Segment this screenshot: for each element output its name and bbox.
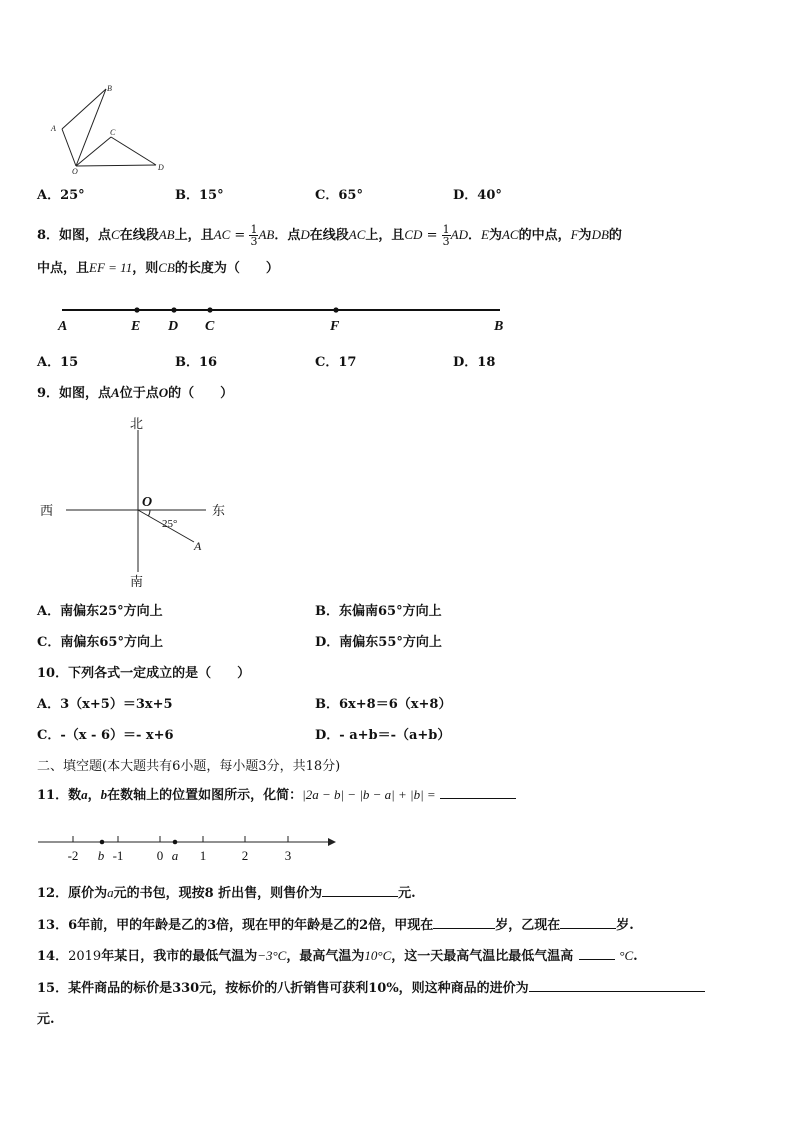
q8-text: 为 xyxy=(488,228,502,243)
q15-stem xyxy=(37,979,705,997)
q10-option-d[interactable]: D．- a+b＝-（a+b） xyxy=(315,728,451,743)
label-0: 0 xyxy=(156,848,164,863)
q7-option-c[interactable]: C．65° xyxy=(315,188,363,203)
q14-high-temp: 10°C xyxy=(364,948,392,963)
q9-option-d[interactable]: D．南偏东55°方向上 xyxy=(315,635,442,650)
q8-option-c[interactable]: C．17 xyxy=(315,355,357,370)
label--2: -2 xyxy=(67,848,79,863)
q12-text: 元. xyxy=(398,886,416,901)
q10-stem: 10．下列各式一定成立的是（ ） xyxy=(37,666,251,681)
label-a: A xyxy=(51,124,56,133)
q7-option-b[interactable]: B．15° xyxy=(175,188,224,203)
q13-answer-blank-2[interactable] xyxy=(560,916,616,929)
q8-var: AB xyxy=(158,227,175,242)
q7-figure xyxy=(40,78,180,178)
q8-text: 在线段 xyxy=(309,228,349,243)
arrow-right-icon xyxy=(328,838,336,846)
label-d: D xyxy=(158,163,164,172)
q8-fraction-2 xyxy=(442,224,451,247)
q9-text: 9．如图，点 xyxy=(37,386,112,401)
q14-unit: °C xyxy=(619,948,634,963)
label-2: 2 xyxy=(241,848,249,863)
q14-stem xyxy=(37,947,638,965)
q8-equation: EF = 11 xyxy=(89,260,133,275)
ray-od xyxy=(76,165,156,166)
q8-var: AB xyxy=(258,227,275,242)
q11-answer-blank[interactable] xyxy=(440,786,516,799)
q12-text: 元的书包，现按8 折出售，则售价为 xyxy=(113,886,323,901)
label--1: -1 xyxy=(112,848,124,863)
section-heading: 二、填空题(本大题共有6小题，每小题3分，共18分) xyxy=(37,759,341,774)
q8-var: D xyxy=(300,227,310,242)
q8-text: 为 xyxy=(578,228,592,243)
q14-year: 2019 xyxy=(68,949,102,964)
q8-text: 上，且 xyxy=(174,228,214,243)
q8-text: 8．如图，点 xyxy=(37,228,112,243)
q8-var: F xyxy=(570,227,579,242)
label-b: B xyxy=(494,319,504,334)
fraction-numerator: 1 xyxy=(442,223,450,236)
ray-oa xyxy=(62,129,76,166)
q9-stem xyxy=(37,385,233,402)
q8-var: DB xyxy=(591,227,609,242)
q8-var: E xyxy=(480,227,489,242)
label-e: E xyxy=(131,319,141,334)
q13-text: 岁. xyxy=(616,918,634,933)
label-o: O xyxy=(142,495,153,510)
q9-option-a[interactable]: A．南偏东25°方向上 xyxy=(37,604,163,619)
q15-answer-blank[interactable] xyxy=(529,979,705,992)
q8-stem-line2 xyxy=(37,260,279,277)
q11-text: 在数轴上的位置如图所示，化简： xyxy=(107,788,303,803)
q11-expression: |2a − b| − |b − a| + |b| = xyxy=(302,787,436,802)
q8-text: ，则 xyxy=(132,261,159,276)
label-c: C xyxy=(205,319,215,334)
q14-text: ，最高气温为 xyxy=(286,949,365,964)
q15-unit: 元. xyxy=(37,1012,55,1027)
fraction-numerator: 1 xyxy=(250,223,258,236)
label-1: 1 xyxy=(199,848,207,863)
q9-var: O xyxy=(158,385,169,400)
q12-var: a xyxy=(107,885,114,900)
q8-equals: = xyxy=(422,228,442,243)
q8-var: AC xyxy=(348,227,366,242)
q8-text: ． xyxy=(467,228,481,243)
label-a: a xyxy=(171,848,179,863)
label-d: D xyxy=(168,319,179,334)
point-f xyxy=(333,307,338,312)
point-c xyxy=(207,307,212,312)
point-a xyxy=(173,840,178,845)
q14-text: . xyxy=(633,949,638,964)
q8-text: 在线段 xyxy=(119,228,159,243)
q9-option-c[interactable]: C．南偏东65°方向上 xyxy=(37,635,163,650)
q10-option-b[interactable]: B．6x+8＝6（x+8） xyxy=(315,697,452,712)
fraction-denominator: 3 xyxy=(442,235,450,248)
q7-option-a[interactable]: A．25° xyxy=(37,188,85,203)
q15-text: 15．某件商品的标价是330元，按标价的八折销售可获利10%，则这种商品的进价为 xyxy=(37,981,529,996)
q14-text: ，这一天最高气温比最低气温高 xyxy=(391,949,574,964)
q11-number-line xyxy=(30,830,340,866)
label-f: F xyxy=(330,319,340,334)
label-b: b xyxy=(97,848,105,863)
q10-option-a[interactable]: A．3（x+5）＝3x+5 xyxy=(37,697,173,712)
point-d xyxy=(171,307,176,312)
q14-low-temp: −3°C xyxy=(257,948,287,963)
segment-ab xyxy=(62,89,106,129)
point-e xyxy=(134,307,139,312)
q8-equals: = xyxy=(230,228,250,243)
label-c: C xyxy=(110,128,116,137)
q8-text: 中点，且 xyxy=(37,261,90,276)
q13-answer-blank-1[interactable] xyxy=(433,916,495,929)
q8-var: AC xyxy=(501,227,519,242)
q11-var: b xyxy=(100,787,108,802)
q9-text: 位于点 xyxy=(119,386,159,401)
q8-segment-figure xyxy=(50,300,520,336)
q8-var: C xyxy=(111,227,120,242)
q8-var: CB xyxy=(158,260,175,275)
q9-text: 的（ ） xyxy=(168,386,234,401)
q8-text: 的中点， xyxy=(518,228,571,243)
q8-stem-line1 xyxy=(37,224,622,247)
q8-text: 的 xyxy=(608,228,622,243)
q11-var: a xyxy=(81,787,88,802)
q8-text: ．点 xyxy=(274,228,301,243)
q8-var: AD xyxy=(450,227,468,242)
label-east: 东 xyxy=(212,503,226,518)
q8-var: CD xyxy=(404,227,423,242)
angle-arc xyxy=(148,510,150,516)
q13-stem xyxy=(37,916,634,934)
q11-text: 11．数 xyxy=(37,788,82,803)
q8-option-d[interactable]: D．18 xyxy=(453,355,496,370)
q11-stem xyxy=(37,786,516,804)
q8-text: 的长度为（ ） xyxy=(174,261,279,276)
q8-option-a[interactable]: A．15 xyxy=(37,355,79,370)
q8-option-b[interactable]: B．16 xyxy=(175,355,218,370)
fraction-denominator: 3 xyxy=(250,235,258,248)
label-west: 西 xyxy=(40,503,54,518)
q9-option-b[interactable]: B．东偏南65°方向上 xyxy=(315,604,442,619)
q14-text: 年某日，我市的最低气温为 xyxy=(101,949,258,964)
q11-text: ， xyxy=(87,788,101,803)
label-north: 北 xyxy=(130,416,144,431)
ray-ob xyxy=(76,89,106,166)
q8-text: 上，且 xyxy=(365,228,405,243)
q13-text: 岁，乙现在 xyxy=(495,918,561,933)
q9-compass-figure xyxy=(36,412,236,592)
q14-text: 14． xyxy=(37,949,69,964)
q12-answer-blank[interactable] xyxy=(322,884,398,897)
label-a: A xyxy=(58,319,68,334)
q9-var: A xyxy=(111,385,120,400)
label-b: B xyxy=(107,84,112,93)
label-a: A xyxy=(194,539,202,553)
point-b xyxy=(100,840,105,845)
label-3: 3 xyxy=(284,848,292,863)
q12-text: 12．原价为 xyxy=(37,886,108,901)
q10-option-c[interactable]: C．-（x - 6）＝- x+6 xyxy=(37,728,174,743)
label-south: 南 xyxy=(130,574,144,589)
q8-var: AC xyxy=(213,227,231,242)
label-o: O xyxy=(72,167,78,176)
q7-option-d[interactable]: D．40° xyxy=(453,188,502,203)
q12-stem xyxy=(37,884,416,902)
segment-cd xyxy=(111,137,156,165)
q13-text: 13．6年前，甲的年龄是乙的3倍，现在甲的年龄是乙的2倍，甲现在 xyxy=(37,918,434,933)
q14-answer-blank[interactable] xyxy=(579,947,615,960)
label-angle: 25° xyxy=(162,518,178,530)
